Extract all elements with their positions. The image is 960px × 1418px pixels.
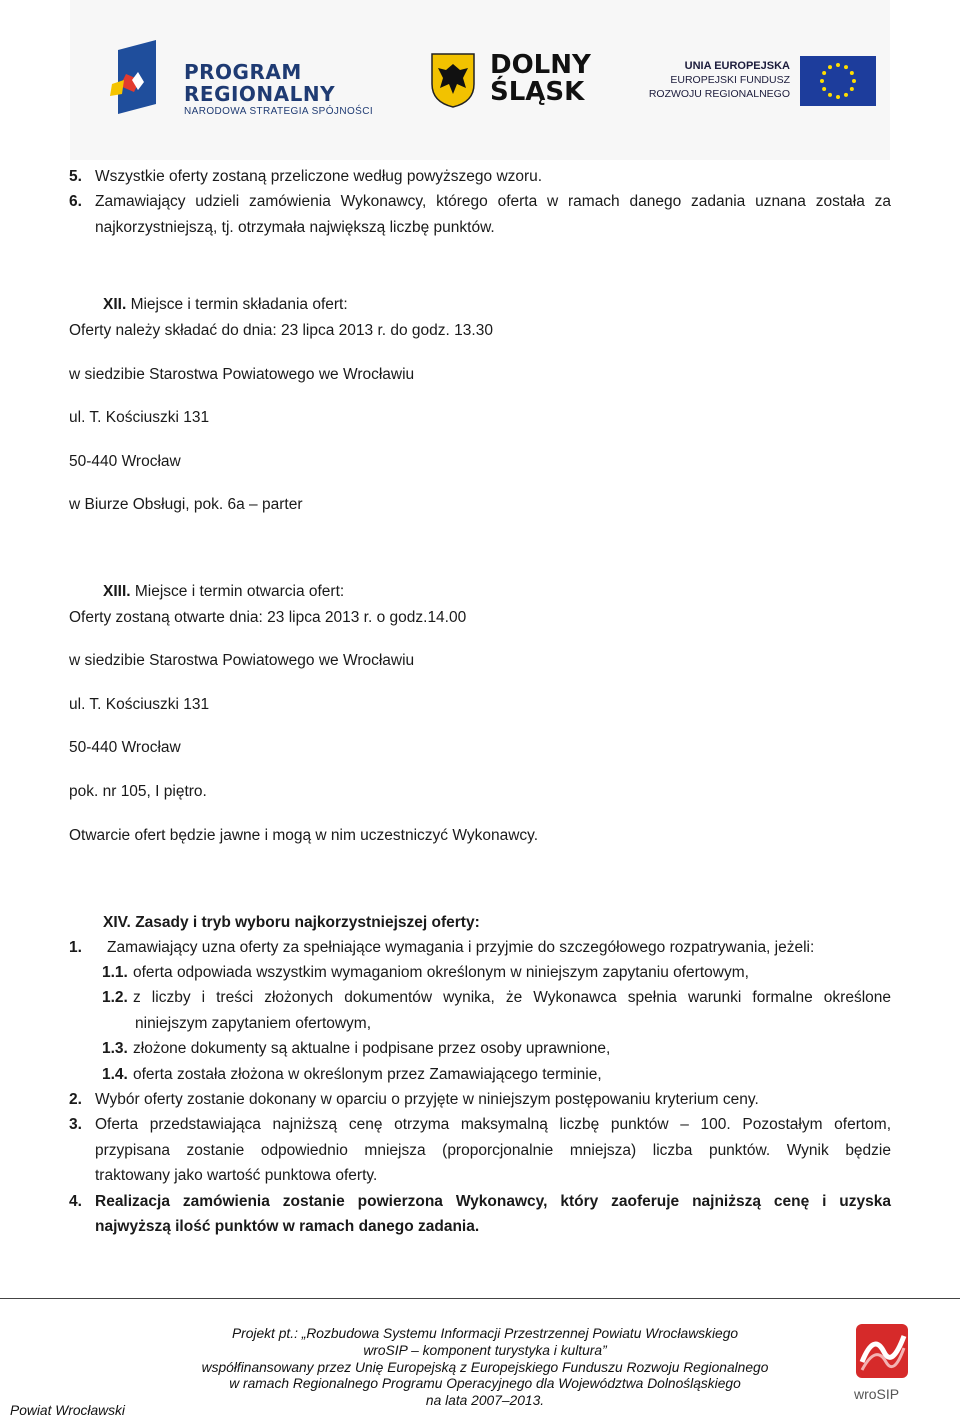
wrosip-emblem-icon [854, 1322, 912, 1382]
subitem-number: 1.1. [102, 964, 128, 981]
section-line: w Biurze Obsługi, pok. 6a – parter [69, 496, 303, 513]
section-title: Miejsce i termin składania ofert: [130, 296, 348, 313]
item-number: 4. [69, 1193, 82, 1210]
footer-line: wroSIP – komponent turystyka i kultura” [363, 1342, 607, 1358]
eu-star-icon [822, 71, 826, 75]
eu-star-icon [852, 79, 856, 83]
subitem-text-cont: niniejszym zapytaniem ofertowym, [135, 1015, 372, 1032]
section-number: XIII. [103, 583, 131, 600]
eu-logo-line1: UNIA EUROPEJSKA [684, 60, 790, 72]
dolny-slask-line2: ŚLĄSK [490, 77, 585, 107]
item-text: Wszystkie oferty zostaną przeliczone według powyższego wzoru. [95, 168, 543, 185]
eu-star-icon [844, 93, 848, 97]
eu-logo [648, 56, 876, 108]
eu-logo-line3: ROZWOJU REGIONALNEGO [648, 88, 790, 100]
item-number: 1. [69, 939, 82, 956]
eu-star-icon [820, 79, 824, 83]
footer-line: współfinansowany przez Unię Europejską z Europejskiego Funduszu Rozwoju Regionalnego [201, 1359, 769, 1375]
eu-star-icon [822, 87, 826, 91]
footer-line: Projekt pt.: „Rozbudowa Systemu Informacji Przestrzennej Powiatu Wrocławskiego [231, 1326, 739, 1341]
subitem-text: oferta odpowiada wszystkim wymaganiom określonym w niniejszym zapytaniu ofertowym, [133, 964, 749, 981]
section-title: Miejsce i termin otwarcia ofert: [134, 583, 345, 600]
item-text-cont: najkorzystniejszą, tj. otrzymała największą liczbę punktów. [95, 219, 495, 236]
subitem-text: złożone dokumenty są aktualne i podpisane przez osoby uprawnione, [133, 1040, 611, 1057]
header-banner [70, 0, 890, 160]
eu-star-icon [836, 95, 840, 99]
section-title: Zasady i tryb wyboru najkorzystniejszej oferty: [135, 914, 480, 931]
item-text: traktowany jako wartość punktowa oferty. [95, 1167, 378, 1184]
eu-star-icon [850, 71, 854, 75]
section-line: ul. T. Kościuszki 131 [69, 409, 210, 426]
wrosip-logo [852, 1322, 914, 1410]
program-logo-line3: NARODOWA STRATEGIA SPÓJNOŚCI [184, 106, 374, 117]
footer-powiat: Powiat Wrocławski [10, 1403, 125, 1418]
item-text: Zamawiający udzieli zamówienia Wykonawcy, którego oferta w ramach danego zadania uznana została za [95, 193, 891, 210]
footer-line: w ramach Regionalnego Programu Operacyjnego dla Województwa Dolnośląskiego [229, 1376, 741, 1392]
footer-project-info [150, 1326, 820, 1410]
item-text: Oferta przedstawiająca najniższą cenę otrzyma maksymalną liczbę punktów – 100. Pozostałym ofertom, [95, 1116, 891, 1133]
program-logo-line2: REGIONALNY [184, 82, 336, 106]
item-text: przypisana zostanie odpowiednio mniejsza (proporcjonalnie mniejsza) liczba punktów. Wynik będzie [95, 1142, 891, 1159]
item-number: 5. [69, 168, 82, 185]
section-number: XII. [103, 296, 127, 313]
section-line: 50-440 Wrocław [69, 739, 181, 756]
subitem-text: oferta została złożona w określonym przez Zamawiającego terminie, [133, 1066, 602, 1083]
subitem-number: 1.3. [102, 1040, 128, 1057]
eu-star-icon [828, 93, 832, 97]
section-line: pok. nr 105, I piętro. [69, 783, 207, 800]
section-line: 50-440 Wrocław [69, 453, 181, 470]
program-logo-line1: PROGRAM [184, 60, 302, 84]
section-line: Oferty zostaną otwarte dnia: 23 lipca 2013 r. o godz.14.00 [69, 609, 467, 626]
eu-star-icon [836, 63, 840, 67]
eu-flag-icon [800, 56, 876, 106]
item-number: 3. [69, 1116, 82, 1133]
item-number: 6. [69, 193, 82, 210]
section-line: Oferty należy składać do dnia: 23 lipca 2013 r. do godz. 13.30 [69, 322, 493, 339]
eu-logo-line2: EUROPEJSKI FUNDUSZ [670, 74, 790, 86]
program-regionalny-emblem-icon [110, 40, 166, 120]
wrosip-label: wroSIP [854, 1386, 900, 1402]
item-text: najwyższą ilość punktów w ramach danego zadania. [95, 1218, 480, 1235]
section-line: w siedzibie Starostwa Powiatowego we Wrocławiu [69, 652, 415, 669]
subitem-number: 1.4. [102, 1066, 128, 1083]
eagle-crest-icon [430, 52, 476, 108]
footer-line: na lata 2007–2013. [425, 1393, 545, 1409]
section-number: XIV. [103, 914, 131, 931]
item-text: Wybór oferty zostanie dokonany w oparciu o przyjęte w niniejszym postępowaniu kryterium ceny. [95, 1091, 759, 1108]
item-number: 2. [69, 1091, 82, 1108]
section-note: Otwarcie ofert będzie jawne i mogą w nim uczestniczyć Wykonawcy. [69, 827, 539, 844]
item-text: Zamawiający uzna oferty za spełniające wymagania i przyjmie do szczegółowego rozpatrywania, jeżeli: [107, 939, 815, 956]
subitem-text: z liczby i treści złożonych dokumentów wynika, że Wykonawca spełnia warunki formalne określone [133, 989, 891, 1006]
eu-star-icon [828, 65, 832, 69]
section-line: w siedzibie Starostwa Powiatowego we Wrocławiu [69, 366, 415, 383]
eu-star-icon [844, 65, 848, 69]
eu-star-icon [850, 87, 854, 91]
section-line: ul. T. Kościuszki 131 [69, 696, 210, 713]
subitem-number: 1.2. [102, 989, 128, 1006]
dolny-slask-logo [430, 52, 600, 112]
dolny-slask-line1: DOLNY [490, 50, 591, 80]
footer-divider [0, 1298, 960, 1299]
program-regionalny-logo [110, 40, 374, 120]
item-text: Realizacja zamówienia zostanie powierzona Wykonawcy, który zaoferuje najniższą cenę i uzyska [95, 1193, 891, 1210]
